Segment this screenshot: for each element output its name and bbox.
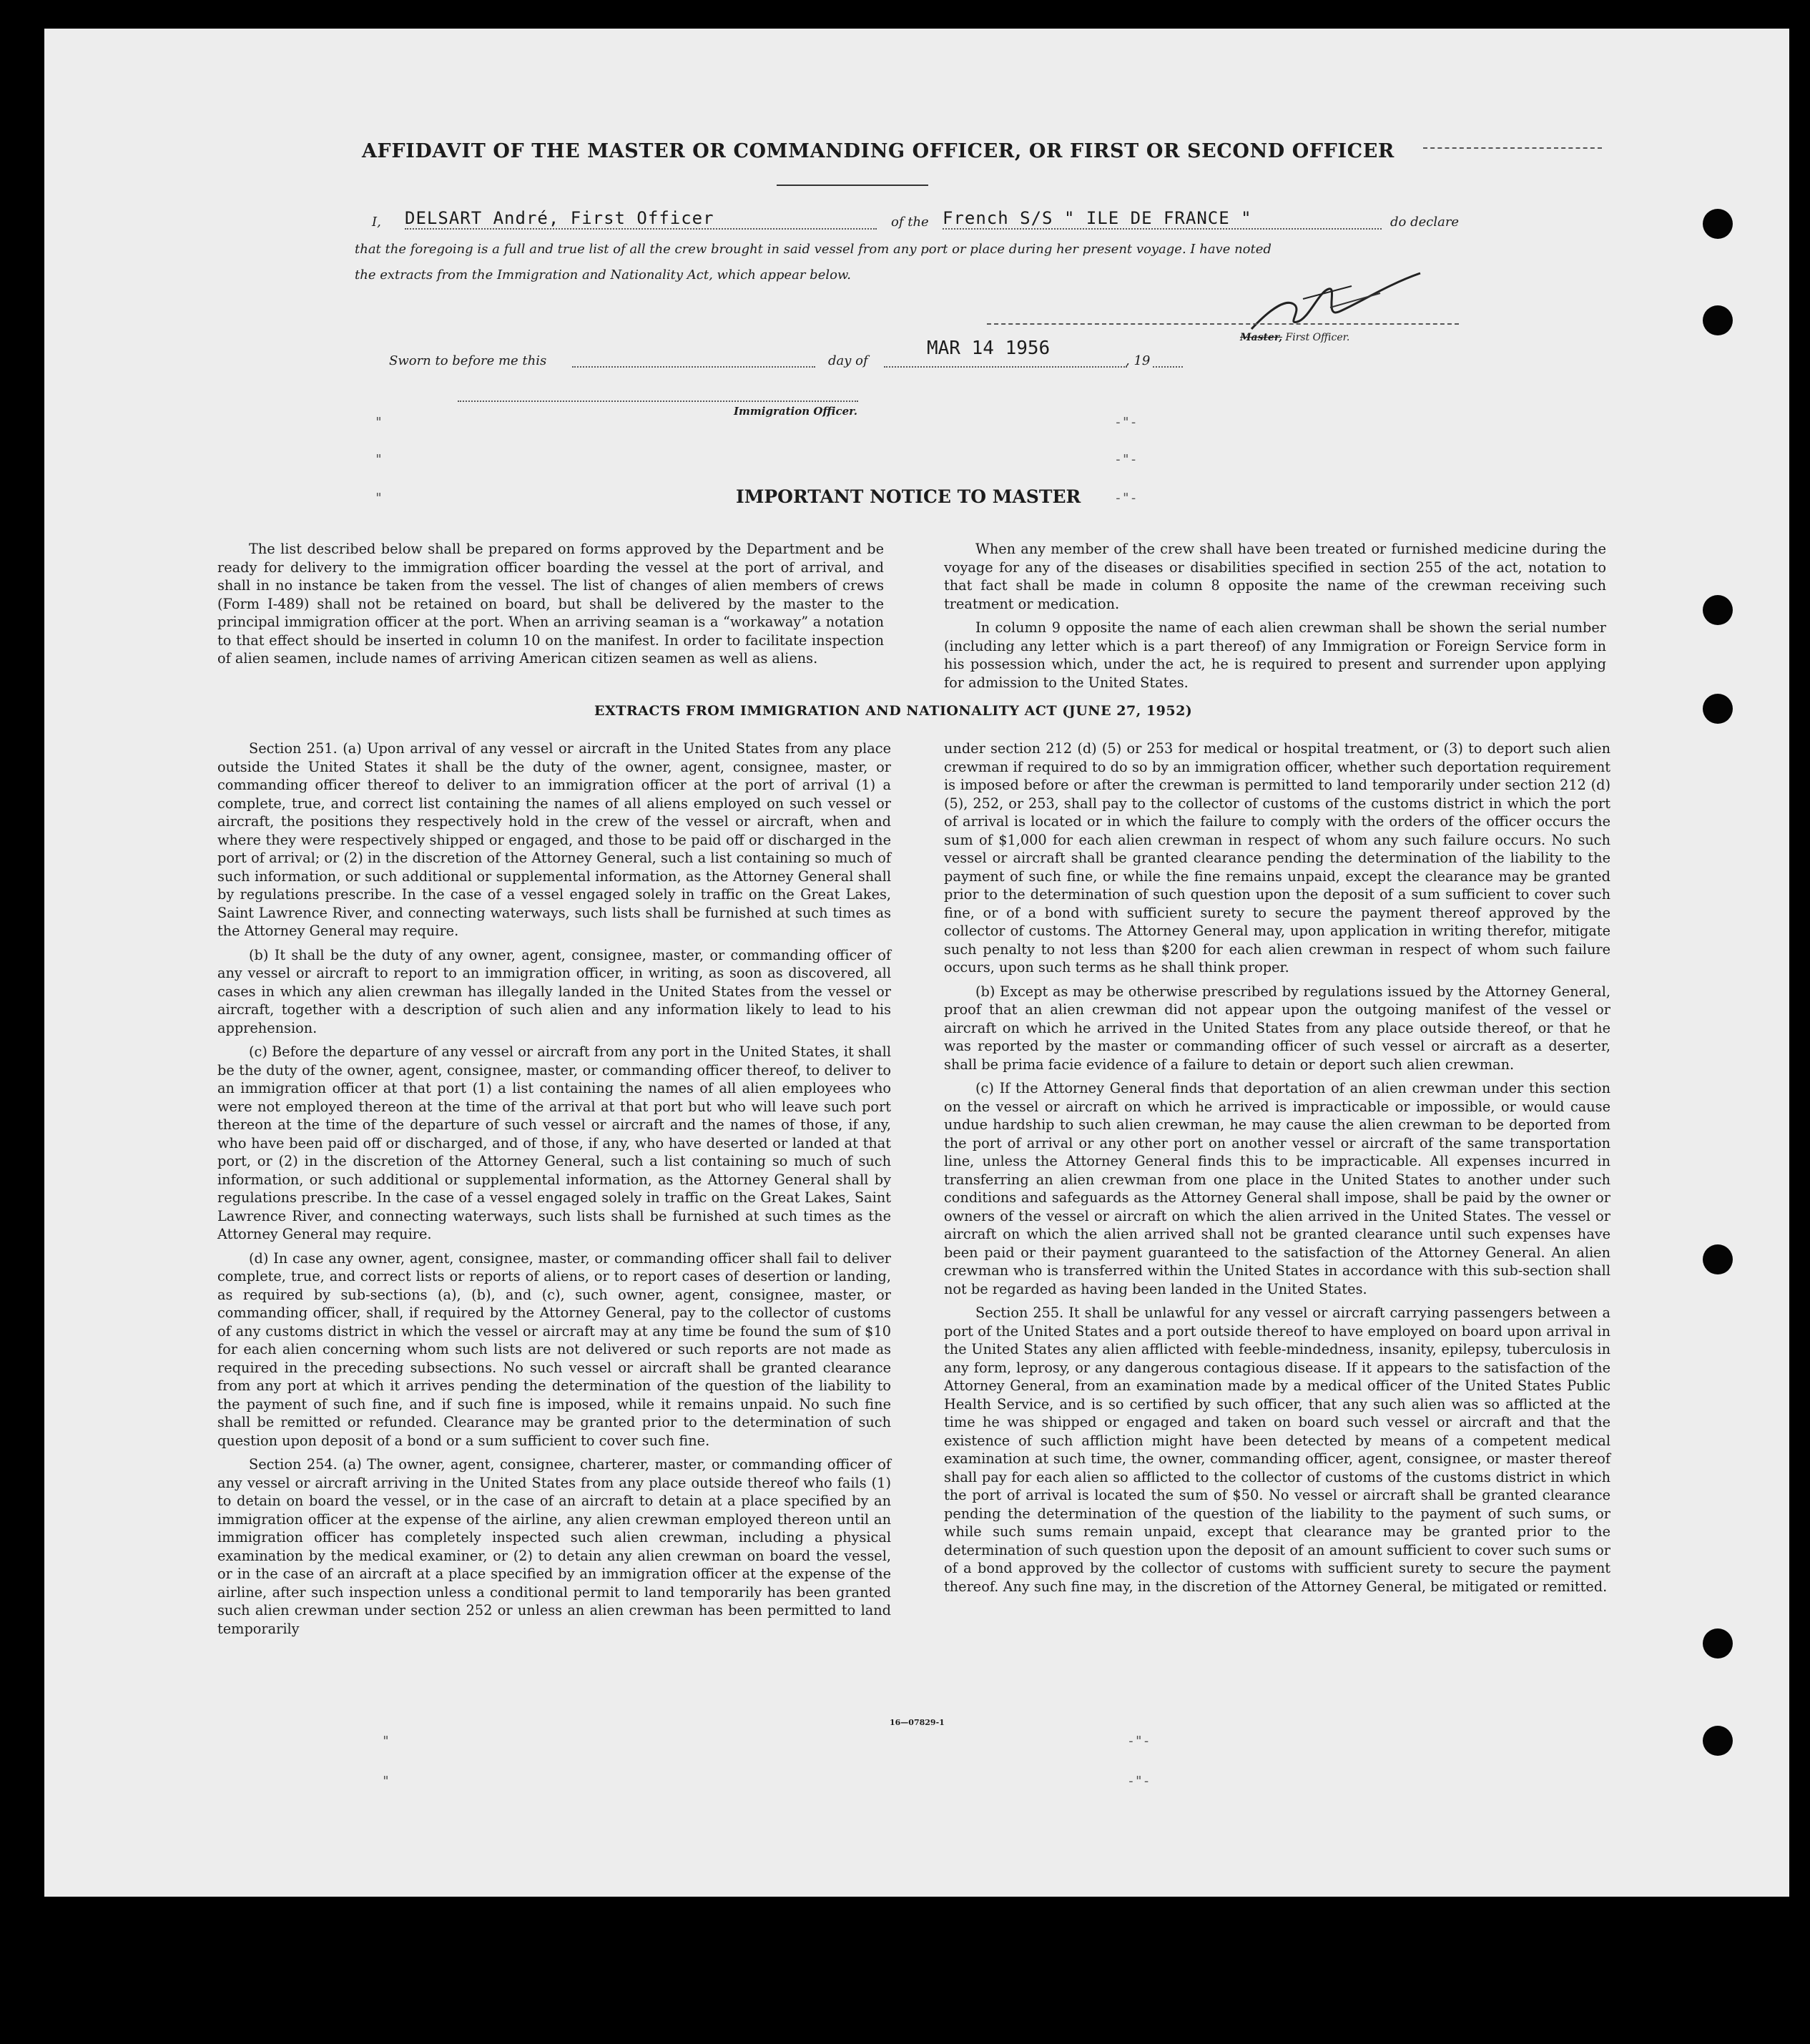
notice-left-column (217, 540, 884, 674)
title-rule (777, 185, 928, 186)
year-prefix-label: , 19 (1126, 353, 1151, 368)
notice-right-paragraph-1: When any member of the crew shall have been treated or furnished medicine during the voyage for any of the diseases or disabilities specified in section 255 of the act, notation to that fact shall be made in column 8 opposite the name of the crewman receiving such treatment or medication. (944, 541, 1606, 612)
punch-hole (1703, 694, 1733, 724)
section-254c: (c) If the Attorney General finds that deportation of an alien crewman under this section on the vessel or aircraft on which he arrived is impracticable or impossible, or would cause undue hardship to such alien crewman, he may cause the alien crewman to be deported from the port of arrival or any other port on another vessel or aircraft of the same transportation line, unless the Attorney General finds this to be impracticable. All expenses incurred in transferring an alien crewman from one place in the United States to another under such conditions and safeguards as the Attorney General shall impose, shall be paid by the owner or owners of the vessel or aircraft on which the alien arrived in the United States. The vessel or aircraft on which the alien arrived shall not be granted clearance until such expenses have been paid or their payment guaranteed to the satisfaction of the Attorney General. An alien crewman who is transferred within the United States in accordance with this sub-section shall not be regarded as having been landed in the United States. (944, 1080, 1610, 1297)
title-trailing-line (1423, 147, 1602, 149)
notice-left-paragraph: The list described below shall be prepared on forms approved by the Department and be ready for delivery to the immigration officer boarding the vessel at the port of arrival, and shall in no instance be taken from the vessel. The list of changes of alien members of crews (Form I-489) shall not be retained on board, but shall be delivered by the master to the principal immigration officer at the port. When an arriving seaman is a “workaway” a notation to that effect should be inserted in column 10 on the manifest. In order to facilitate inspection of alien seamen, include names of arriving American citizen seamen as well as aliens. (217, 541, 884, 667)
notice-right-column (944, 540, 1606, 697)
notice-right-paragraph-2: In column 9 opposite the name of each alien crewman shall be shown the serial number (including any letter which is a part thereof) of any Immigration or Foreign Service form in his possession which, under the act, he is required to present and surrender upon applying for admission to the United States. (944, 619, 1606, 691)
sworn-day-field (572, 366, 815, 368)
extracts-left-column (217, 740, 891, 1643)
ditto-mark: -"- (1114, 491, 1138, 506)
sworn-month-field (884, 366, 1127, 368)
struck-master-label: Master, (1240, 332, 1283, 343)
ditto-mark: " (375, 491, 383, 506)
signature-line (987, 323, 1459, 325)
punch-hole (1703, 595, 1733, 625)
declaration-line-1: that the foregoing is a full and true list of all the crew brought in said vessel from any port or place during her present voyage. I have noted (355, 242, 1272, 257)
ditto-mark: " (382, 1734, 390, 1749)
declaration-of-the-label: of the (891, 215, 929, 230)
section-254a: Section 254. (a) The owner, agent, consignee, charterer, master, or commanding officer of any vessel or aircraft arriving in the United States from any place outside thereof who fails (1) to detain on board the vessel, or in the case of an aircraft to detain at a place specified by an immigration officer at the expense of the airline, any alien crewman employed thereon until an immigration officer has completely inspected such alien crewman, including a physical examination by the medical examiner, or (2) to detain any alien crewman on board the vessel, or in the case of an aircraft at a place specified by an immigration officer at the expense of the airline, after such inspection unless a conditional permit to land temporarily has been granted such alien crewman under section 252 or unless an alien crewman has been permitted to land temporarily (217, 1456, 891, 1637)
punch-hole (1703, 1628, 1733, 1659)
declaration-do-declare-label: do declare (1390, 215, 1460, 230)
officer-signature (1244, 263, 1430, 342)
section-251a: Section 251. (a) Upon arrival of any vessel or aircraft in the United States from any place outside the United States it shall be the duty of the owner, agent, consignee, master, or commanding officer thereof to deliver to an immigration officer at the port of arrival (1) a complete, true, and correct list containing the names of all aliens employed on such vessel or aircraft, the positions they respectively hold in the crew of the vessel or aircraft, when and where they were respectively shipped or engaged, and those to be paid off or discharged in the port of arrival; or (2) in the discretion of the Attorney General, such a list containing so much of such information, or such additional or supplemental information, as the Attorney General shall by regulations prescribe. In the case of a vessel engaged solely in traffic on the Great Lakes, Saint Lawrence River, and connecting waterways, such lists shall be furnished at such times as the Attorney General may require. (217, 740, 891, 939)
section-255: Section 255. It shall be unlawful for any vessel or aircraft carrying passengers between a port of the United States and a port outside thereof to have employed on board upon arrival in the United States any alien afflicted with feeble-mindedness, insanity, epilepsy, tuberculosis in any form, leprosy, or any dangerous contagious disease. If it appears to the satisfaction of the Attorney General, from an examination made by a medical officer of the United States Public Health Service, and is so certified by such officer, that any such alien was so afflicted at the time he was shipped or engaged and taken on board such vessel or aircraft and that the existence of such affliction might have been detected by means of a competent medical examination at such time, the owner, commanding officer, agent, consignee, or master thereof shall pay for each alien so afflicted to the collector of customs of the customs district in which the port of arrival is located the sum of $50. No vessel or aircraft shall be granted clearance pending the determination of the question of the liability to the payment of such sums, or while such sums remain unpaid, except that clearance may be granted prior to the determination of such question upon the deposit of an amount sufficient to cover such sums or of a bond approved by the collector of customs with sufficient surety to secure the payment thereof. Any such fine may, in the discretion of the Attorney General, be mitigated or remitted. (944, 1304, 1610, 1595)
year-field (1153, 366, 1183, 368)
sworn-label: Sworn to before me this (389, 353, 547, 368)
extracts-right-column (944, 740, 1610, 1601)
ditto-mark: -"- (1127, 1734, 1151, 1749)
section-254a-continued: under section 212 (d) (5) or 253 for medical or hospital treatment, or (3) to deport such alien crewman if required to do so by an immigration officer, whether such deportation requirement is imposed before or after the crewman is permitted to land temporarily under section 212 (d) (5), 252, or 253, shall pay to the collector of customs of the customs district in which the port of arrival is located or in which the failure to comply with the orders of the officer occurs the sum of $1,000 for each alien crewman in respect of whom any such failure occurs. No such vessel or aircraft shall be granted clearance pending the determination of the liability to the payment of such fine, or while the fine remains unpaid, except the clearance may be granted prior to the determination of such question upon the deposit of a sum sufficient to cover such fine, or of a bond with sufficient surety to secure the payment thereof approved by the collector of customs. The Attorney General may, upon application in writing therefor, mitigate such penalty to not less than $200 for each alien crewman in respect of whom such failure occurs, upon such terms as he shall think proper. (944, 740, 1610, 976)
extracts-title: EXTRACTS FROM IMMIGRATION AND NATIONALITY ACT (JUNE 27, 1952) (594, 703, 1193, 719)
ditto-mark: -"- (1114, 452, 1138, 467)
day-of-label: day of (828, 353, 868, 368)
officer-name-field: DELSART André, First Officer (405, 208, 877, 230)
ditto-mark: -"- (1114, 415, 1138, 430)
date-stamp: MAR 14 1956 (927, 338, 1051, 359)
declaration-line-2: the extracts from the Immigration and Nationality Act, which appear below. (355, 267, 851, 282)
form-code: 16—07829-1 (890, 1718, 945, 1727)
officer-title-label (1240, 332, 1349, 343)
declaration-i-label: I, (372, 215, 381, 230)
section-251c: (c) Before the departure of any vessel or aircraft from any port in the United States, it shall be the duty of the owner, agent, consignee, master, or commanding officer thereof, to deliver to an immigration officer at that port (1) a list containing the names of all alien employees who were not employed thereon at the time of the arrival at that port but who will leave such port thereon at the time of the departure of such vessel or aircraft and the names of those, if any, who have been paid off or discharged, and of those, if any, who have deserted or landed at that port, or (2) in the discretion of the Attorney General, such a list containing so much of such information, or such additional or supplemental information, as the Attorney General shall by regulations prescribe. In the case of a vessel engaged solely in traffic on the Great Lakes, Saint Lawrence River, and connecting waterways, such lists shall be furnished at such times as the Attorney General may require. (217, 1043, 891, 1242)
punch-hole (1703, 305, 1733, 335)
ditto-mark: " (375, 452, 383, 467)
affidavit-title: AFFIDAVIT OF THE MASTER OR COMMANDING OFFICER, OR FIRST OR SECOND OFFICER (362, 140, 1395, 162)
ditto-mark: -"- (1127, 1774, 1151, 1789)
immigration-officer-label: Immigration Officer. (734, 405, 857, 418)
vessel-name-field: French S/S " ILE DE FRANCE " (943, 208, 1382, 230)
section-254b: (b) Except as may be otherwise prescribed by regulations issued by the Attorney General, proof that an alien crewman did not appear upon the outgoing manifest of the vessel or aircraft on which he arrived in the United States from any place outside thereof, or that he was reported by the master or commanding officer of such vessel or aircraft as a deserter, shall be prima facie evidence of a failure to detain or deport such alien crewman. (944, 983, 1610, 1073)
immigration-officer-line (458, 401, 858, 402)
punch-hole (1703, 1726, 1733, 1756)
ditto-mark: " (382, 1774, 390, 1789)
first-officer-label: First Officer. (1285, 332, 1350, 343)
notice-title: IMPORTANT NOTICE TO MASTER (736, 486, 1081, 507)
section-251b: (b) It shall be the duty of any owner, agent, consignee, master, or commanding officer of any vessel or aircraft to report to an immigration officer, in writing, as soon as discovered, all cases in which any alien crewman has illegally landed in the United States from the vessel or aircraft, together with a description of such alien and any information likely to lead to his apprehension. (217, 946, 891, 1036)
ditto-mark: " (375, 415, 383, 430)
section-251d: (d) In case any owner, agent, consignee, master, or commanding officer shall fail to deliver complete, true, and correct lists or reports of aliens, or to report cases of desertion or landing, as required by sub-sections (a), (b), and (c), such owner, agent, consignee, master, or commanding officer, shall, if required by the Attorney General, pay to the collector of customs of any customs district in which the vessel or aircraft may at any time be found the sum of $10 for each alien concerning whom such lists are not delivered or such reports are not made as required in the preceding subsections. No such vessel or aircraft shall be granted clearance from any port at which it arrives pending the determination of the question of the liability to the payment of such fine, and if such fine is imposed, while it remains unpaid. No such fine shall be remitted or refunded. Clearance may be granted prior to the determination of such question upon deposit of a bond or a sum sufficient to cover such fine. (217, 1249, 891, 1449)
punch-hole (1703, 1244, 1733, 1274)
punch-hole (1703, 209, 1733, 239)
